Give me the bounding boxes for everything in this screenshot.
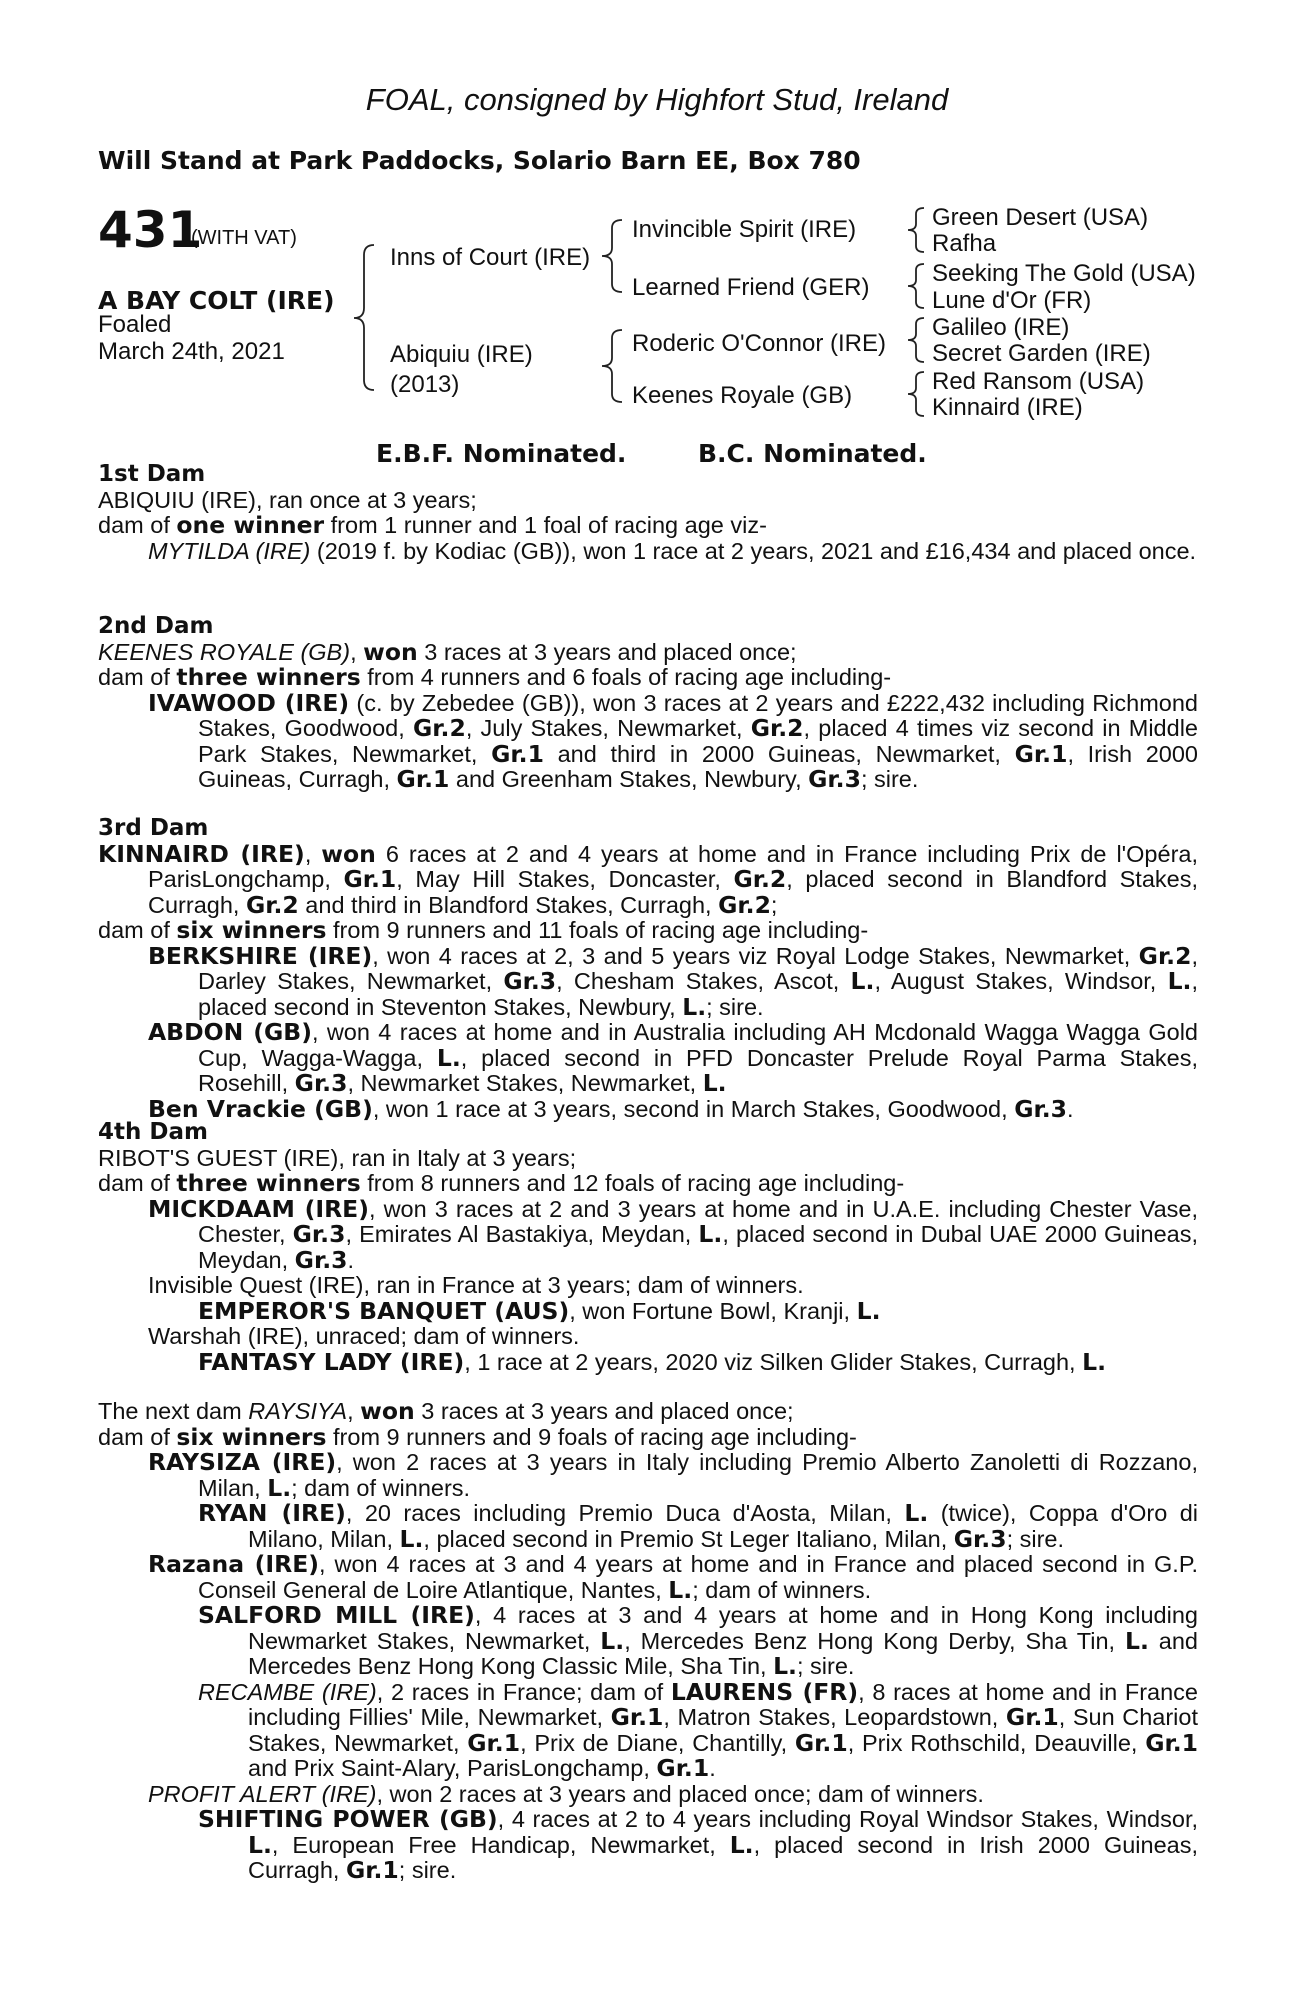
section-4th-dam bbox=[98, 1119, 1198, 1375]
pedigree-dam: Abiquiu (IRE) bbox=[390, 341, 533, 368]
pedigree-gen3-2: Rafha bbox=[932, 230, 997, 257]
foaled-label: Foaled bbox=[98, 311, 172, 338]
progeny-salford-mill: SALFORD MILL (IRE), 4 races at 3 and 4 years at home and in Hong Kong including Newmarket Stakes, Newmarket, L., Mercedes Benz Hong Kong Derby, Sha Tin, L. and Mercedes Benz Hong Kong Classic Mile, Sha Tin, L.; sire. bbox=[198, 1601, 1198, 1680]
progeny-ryan: RYAN (IRE), 20 races including Premio Duca d'Aosta, Milan, L. (twice), Coppa d'Oro di Milano, Milan, L., placed second in Premio St Leger Italiano, Milan, Gr.3; sire. bbox=[198, 1499, 1198, 1553]
first-dam-line: ABIQUIU (IRE), ran once at 3 years; bbox=[98, 486, 477, 513]
pedigree-sire-dam: Learned Friend (GER) bbox=[632, 274, 870, 301]
lot-description: A BAY COLT (IRE) bbox=[98, 286, 335, 315]
heading-4th-dam: 4th Dam bbox=[98, 1119, 208, 1145]
progeny-profit-alert: PROFIT ALERT (IRE), won 2 races at 3 years and placed once; dam of winners. bbox=[148, 1780, 984, 1807]
progeny-berkshire: BERKSHIRE (IRE), won 4 races at 2, 3 and 5 years viz Royal Lodge Stakes, Newmarket, Gr.2, Darley Stakes, Newmarket, Gr.3, Chesham Stakes, Ascot, L., August Stakes, Windsor, L., placed second in Steventon Stakes, Newbury, L.; sire. bbox=[148, 941, 1198, 1021]
progeny-fantasy-lady: FANTASY LADY (IRE), 1 race at 2 years, 2020 viz Silken Glider Stakes, Curragh, L. bbox=[198, 1347, 1106, 1376]
brace-g1 bbox=[908, 208, 924, 252]
progeny-ivawood: IVAWOOD (IRE) (c. by Zebedee (GB)), won 3 races at 2 years and £222,432 including Richmond Stakes, Goodwood, Gr.2, July Stakes, Newmarket, Gr.2, placed 4 times viz second in Middle Park Stakes, Newmarket, Gr.1 and third in 2000 Guineas, Newmarket, Gr.1, Irish 2000 Guineas, Curragh, Gr.1 and Greenham Stakes, Newbury, Gr.3; sire. bbox=[148, 688, 1199, 793]
heading-2nd-dam: 2nd Dam bbox=[98, 613, 214, 639]
pedigree-gen3-4: Lune d'Or (FR) bbox=[932, 287, 1092, 314]
progeny-mickdaam: MICKDAAM (IRE), won 3 races at 2 and 3 years at home and in U.A.E. including Chester Vase, Chester, Gr.3, Emirates Al Bastakiya, Meydan, L., placed second in Dubal UAE 2000 Guineas, Meydan, Gr.3. bbox=[148, 1194, 1199, 1274]
progeny-shifting-power: SHIFTING POWER (GB), 4 races at 2 to 4 years including Royal Windsor Stakes, Windsor, L., European Free Handicap, Newmarket, L., placed second in Irish 2000 Guineas, Curragh, Gr.1; sire. bbox=[198, 1805, 1198, 1884]
page-title: FOAL, consigned by Highfort Stud, Ireland bbox=[365, 82, 949, 117]
pedigree-gen3-6: Secret Garden (IRE) bbox=[932, 340, 1151, 367]
heading-3rd-dam: 3rd Dam bbox=[98, 815, 209, 841]
brace-g3 bbox=[908, 318, 924, 362]
progeny-invisible-quest: Invisible Quest (IRE), ran in France at 3 years; dam of winners. bbox=[148, 1272, 804, 1298]
brace-g2 bbox=[908, 264, 924, 308]
third-dam-line: KINNAIRD (IRE), won 6 races at 2 and 4 years at home and in France including Prix de l'Opéra, ParisLongchamp, Gr.1, May Hill Stakes, Doncaster, Gr.2, placed second in Blandford Stakes, Curragh, Gr.2 and third in Blandford Stakes, Curragh, Gr.2; bbox=[98, 839, 1198, 919]
pedigree-sire-sire: Invincible Spirit (IRE) bbox=[632, 216, 857, 243]
pedigree-gen3-7: Red Ransom (USA) bbox=[932, 368, 1145, 395]
bc-nominated: B.C. Nominated. bbox=[698, 439, 927, 468]
progeny-raysiza: RAYSIZA (IRE), won 2 races at 3 years in Italy including Premio Alberto Zanoletti di Rozzano, Milan, L.; dam of winners. bbox=[148, 1448, 1198, 1502]
brace-main bbox=[354, 245, 374, 390]
ebf-nominated: E.B.F. Nominated. bbox=[376, 439, 627, 468]
progeny-mytilda: MYTILDA (IRE) (2019 f. by Kodiac (GB)), won 1 race at 2 years, 2021 and £16,434 and placed once. bbox=[148, 537, 1197, 564]
section-1st-dam bbox=[98, 461, 1198, 564]
stand-location: Will Stand at Park Paddocks, Solario Barn EE, Box 780 bbox=[98, 146, 861, 175]
second-dam-record: dam of three winners from 4 runners and 6 foals of racing age including- bbox=[98, 663, 892, 691]
pedigree-sire: Inns of Court (IRE) bbox=[390, 244, 591, 271]
fourth-dam-line: RIBOT'S GUEST (IRE), ran in Italy at 3 years; bbox=[98, 1144, 577, 1171]
heading-1st-dam: 1st Dam bbox=[98, 461, 206, 487]
lot-number: 431 bbox=[98, 201, 203, 259]
progeny-warshah: Warshah (IRE), unraced; dam of winners. bbox=[148, 1323, 580, 1349]
progeny-ben-vrackie: Ben Vrackie (GB), won 1 race at 3 years, second in March Stakes, Goodwood, Gr.3. bbox=[148, 1094, 1074, 1123]
first-dam-record: dam of one winner from 1 runner and 1 foal of racing age viz- bbox=[98, 511, 767, 539]
progeny-razana: Razana (IRE), won 4 races at 3 and 4 years at home and in France and placed second in G.P. Conseil General de Loire Atlantique, Nantes, L.; dam of winners. bbox=[148, 1550, 1198, 1604]
brace-dam bbox=[602, 330, 622, 402]
third-dam-record: dam of six winners from 9 runners and 11 foals of racing age including- bbox=[98, 916, 869, 944]
second-dam-line: KEENES ROYALE (GB), won 3 races at 3 years and placed once; bbox=[98, 637, 797, 666]
fourth-dam-record: dam of three winners from 8 runners and 12 foals of racing age including- bbox=[98, 1169, 905, 1197]
pedigree-gen3-8: Kinnaird (IRE) bbox=[932, 394, 1083, 421]
pedigree-dam-dam: Keenes Royale (GB) bbox=[632, 382, 853, 409]
section-3rd-dam bbox=[98, 815, 1198, 1122]
progeny-recambe: RECAMBE (IRE), 2 races in France; dam of LAURENS (FR), 8 races at home and in France including Fillies' Mile, Newmarket, Gr.1, Matron Stakes, Leopardstown, Gr.1, Sun Chariot Stakes, Newmarket, Gr.1, Prix de Diane, Chantilly, Gr.1, Prix Rothschild, Deauville, Gr.1 and Prix Saint-Alary, ParisLongchamp, Gr.1. bbox=[198, 1677, 1198, 1782]
section-2nd-dam bbox=[98, 613, 1198, 793]
progeny-abdon: ABDON (GB), won 4 races at home and in Australia including AH Mcdonald Wagga Wagga Gold Cup, Wagga-Wagga, L., placed second in PFD Doncaster Prelude Royal Parma Stakes, Rosehill, Gr.3, Newmarket Stakes, Newmarket, L. bbox=[148, 1018, 1198, 1097]
progeny-emperors-banquet: EMPEROR'S BANQUET (AUS), won Fortune Bowl, Kranji, L. bbox=[198, 1296, 881, 1325]
next-dam-line: The next dam RAYSIYA, won 3 races at 3 years and placed once; bbox=[98, 1397, 794, 1425]
pedigree-dam-year: (2013) bbox=[390, 371, 460, 398]
foaled-date: March 24th, 2021 bbox=[98, 338, 285, 365]
pedigree-gen3-5: Galileo (IRE) bbox=[932, 314, 1070, 341]
pedigree-gen3-3: Seeking The Gold (USA) bbox=[932, 260, 1196, 287]
pedigree-gen3-1: Green Desert (USA) bbox=[932, 204, 1149, 231]
section-next-dam bbox=[98, 1399, 1198, 1884]
vat-label: (WITH VAT) bbox=[191, 227, 297, 249]
brace-sire bbox=[602, 220, 622, 292]
pedigree-dam-sire: Roderic O'Connor (IRE) bbox=[632, 330, 886, 357]
brace-g4 bbox=[908, 372, 924, 416]
next-dam-record: dam of six winners from 9 runners and 9 foals of racing age including- bbox=[98, 1422, 857, 1451]
